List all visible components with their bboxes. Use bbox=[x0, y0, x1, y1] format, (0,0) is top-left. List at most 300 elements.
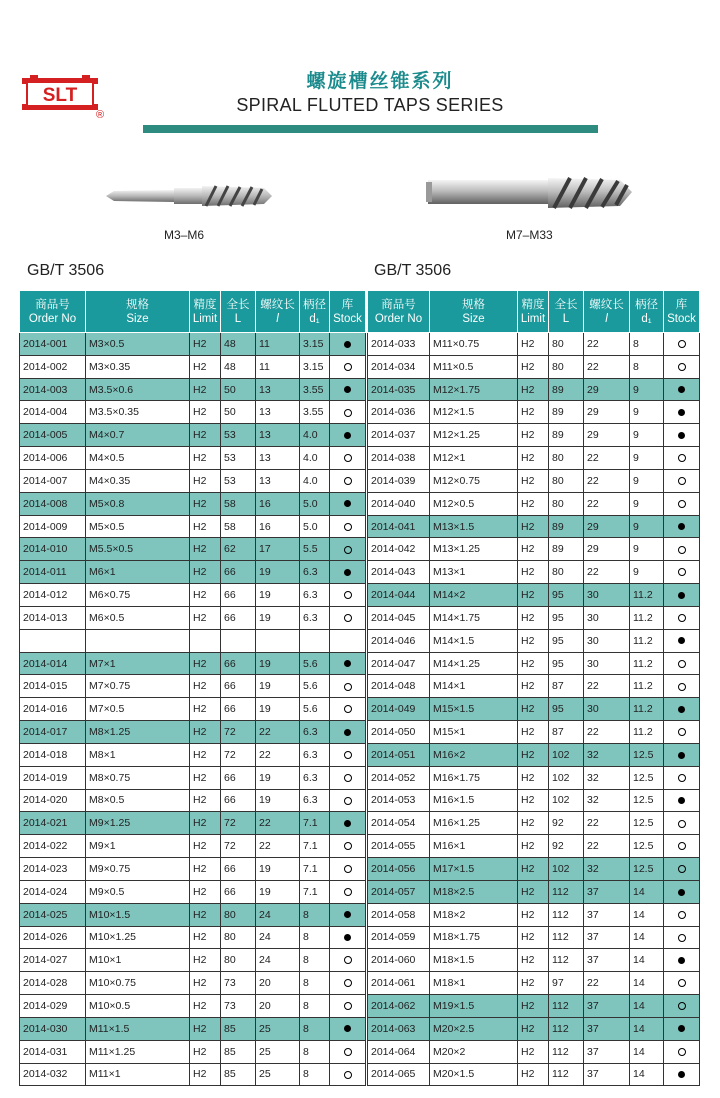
cell-thread-length: 19 bbox=[256, 675, 300, 698]
out-of-stock-circle-icon bbox=[678, 363, 686, 371]
cell-thread-length: 19 bbox=[256, 606, 300, 629]
cell-order: 2014-015 bbox=[20, 675, 86, 698]
cell-size: M12×0.5 bbox=[430, 492, 518, 515]
title-english: SPIRAL FLUTED TAPS SERIES bbox=[236, 95, 504, 115]
cell-stock bbox=[330, 880, 366, 903]
cell-shank-diameter: 14 bbox=[630, 1040, 664, 1063]
cell-limit: H2 bbox=[518, 355, 549, 378]
cell-size: M14×1.5 bbox=[430, 629, 518, 652]
cell-length: 89 bbox=[549, 515, 584, 538]
cell-order: 2014-021 bbox=[20, 812, 86, 835]
cell-shank-diameter: 7.1 bbox=[300, 812, 330, 835]
in-stock-dot-icon bbox=[678, 637, 685, 644]
col-thread-header: 螺纹长 l bbox=[256, 291, 300, 333]
cell-size: M12×1.25 bbox=[430, 424, 518, 447]
cell-stock bbox=[664, 538, 700, 561]
cell-thread-length: 37 bbox=[584, 1017, 630, 1040]
cell-thread-length: 37 bbox=[584, 995, 630, 1018]
col-thread-header: 螺纹长 l bbox=[584, 291, 630, 333]
out-of-stock-circle-icon bbox=[344, 956, 352, 964]
cell-thread-length: 37 bbox=[584, 926, 630, 949]
cell-order: 2014-040 bbox=[368, 492, 430, 515]
cell-shank-diameter: 14 bbox=[630, 903, 664, 926]
cell-thread-length: 24 bbox=[256, 903, 300, 926]
table-row bbox=[368, 903, 700, 926]
out-of-stock-circle-icon bbox=[678, 660, 686, 668]
cell-shank-diameter: 9 bbox=[630, 469, 664, 492]
cell-length: 50 bbox=[221, 378, 256, 401]
table-row bbox=[368, 584, 700, 607]
cell-thread-length: 22 bbox=[584, 835, 630, 858]
table-row bbox=[20, 972, 366, 995]
out-of-stock-circle-icon bbox=[678, 865, 686, 873]
cell-shank-diameter: 12.5 bbox=[630, 835, 664, 858]
out-of-stock-circle-icon bbox=[678, 500, 686, 508]
cell-length: 89 bbox=[549, 424, 584, 447]
cell-stock bbox=[330, 835, 366, 858]
cell-thread-length: 37 bbox=[584, 880, 630, 903]
cell-shank-diameter: 8 bbox=[300, 903, 330, 926]
cell-size: M11×1.25 bbox=[86, 1040, 190, 1063]
cell-thread-length: 22 bbox=[584, 447, 630, 470]
table-row bbox=[20, 652, 366, 675]
cell-size: M14×1.75 bbox=[430, 606, 518, 629]
cell-stock bbox=[330, 743, 366, 766]
cell-thread-length: 22 bbox=[256, 812, 300, 835]
cell-thread-length: 13 bbox=[256, 378, 300, 401]
cell-limit: H2 bbox=[190, 675, 221, 698]
cell-stock bbox=[330, 492, 366, 515]
cell-limit: H2 bbox=[518, 378, 549, 401]
out-of-stock-circle-icon bbox=[344, 979, 352, 987]
table-row bbox=[20, 606, 366, 629]
cell-limit: H2 bbox=[190, 652, 221, 675]
cell-length: 87 bbox=[549, 675, 584, 698]
cell-thread-length: 13 bbox=[256, 447, 300, 470]
cell-limit: H2 bbox=[518, 1017, 549, 1040]
cell-limit: H2 bbox=[518, 469, 549, 492]
cell-thread-length: 19 bbox=[256, 789, 300, 812]
cell-thread-length: 29 bbox=[584, 424, 630, 447]
cell-order: 2014-002 bbox=[20, 355, 86, 378]
table-row bbox=[20, 561, 366, 584]
col-limit-header: 精度 Limit bbox=[190, 291, 221, 333]
cell-size: M10×0.75 bbox=[86, 972, 190, 995]
cell-stock bbox=[664, 561, 700, 584]
out-of-stock-circle-icon bbox=[344, 797, 352, 805]
cell-order: 2014-058 bbox=[368, 903, 430, 926]
table-row bbox=[20, 675, 366, 698]
in-stock-dot-icon bbox=[678, 409, 685, 416]
cell-stock bbox=[330, 424, 366, 447]
cell-stock bbox=[664, 880, 700, 903]
cell-shank-diameter: 4.0 bbox=[300, 424, 330, 447]
col-order-header: 商品号 Order No bbox=[20, 291, 86, 333]
cell-size: M9×0.75 bbox=[86, 858, 190, 881]
cell-thread-length: 25 bbox=[256, 1040, 300, 1063]
cell-limit: H2 bbox=[518, 1040, 549, 1063]
out-of-stock-circle-icon bbox=[344, 683, 352, 691]
cell-length: 66 bbox=[221, 652, 256, 675]
cell-length: 58 bbox=[221, 515, 256, 538]
cell-thread-length: 32 bbox=[584, 766, 630, 789]
cell-size: M14×2 bbox=[430, 584, 518, 607]
registered-mark: ® bbox=[95, 109, 105, 118]
cell-shank-diameter: 8 bbox=[630, 333, 664, 356]
cell-thread-length: 32 bbox=[584, 743, 630, 766]
cell-order: 2014-041 bbox=[368, 515, 430, 538]
table-header-row bbox=[20, 291, 366, 333]
cell-stock bbox=[664, 606, 700, 629]
small-tap-caption: M3–M6 bbox=[164, 228, 205, 242]
cell-size: M16×1.75 bbox=[430, 766, 518, 789]
cell-thread-length: 30 bbox=[584, 652, 630, 675]
cell-limit: H2 bbox=[518, 1063, 549, 1086]
cell-stock bbox=[330, 995, 366, 1018]
cell-shank-diameter: 11.2 bbox=[630, 698, 664, 721]
table-row bbox=[20, 469, 366, 492]
table-row bbox=[368, 721, 700, 744]
cell-shank-diameter: 9 bbox=[630, 378, 664, 401]
in-stock-dot-icon bbox=[678, 752, 685, 759]
out-of-stock-circle-icon bbox=[678, 934, 686, 942]
cell-length bbox=[221, 629, 256, 652]
in-stock-dot-icon bbox=[344, 341, 351, 348]
table-row bbox=[20, 584, 366, 607]
cell-length: 85 bbox=[221, 1040, 256, 1063]
cell-shank-diameter: 5.6 bbox=[300, 652, 330, 675]
cell-thread-length: 13 bbox=[256, 401, 300, 424]
cell-limit: H2 bbox=[190, 561, 221, 584]
cell-stock bbox=[330, 926, 366, 949]
cell-size: M11×1 bbox=[86, 1063, 190, 1086]
left-standard-label: GB/T 3506 bbox=[27, 262, 105, 279]
cell-shank-diameter: 9 bbox=[630, 538, 664, 561]
cell-thread-length: 19 bbox=[256, 880, 300, 903]
cell-length: 66 bbox=[221, 766, 256, 789]
cell-order: 2014-055 bbox=[368, 835, 430, 858]
cell-order: 2014-056 bbox=[368, 858, 430, 881]
cell-limit: H2 bbox=[190, 469, 221, 492]
cell-size: M15×1 bbox=[430, 721, 518, 744]
right-spec-table bbox=[367, 290, 700, 1086]
cell-shank-diameter: 8 bbox=[300, 926, 330, 949]
table-row bbox=[368, 424, 700, 447]
in-stock-dot-icon bbox=[344, 660, 351, 667]
table-row bbox=[368, 972, 700, 995]
cell-size: M3.5×0.35 bbox=[86, 401, 190, 424]
cell-thread-length: 11 bbox=[256, 333, 300, 356]
cell-order: 2014-011 bbox=[20, 561, 86, 584]
cell-size: M7×0.5 bbox=[86, 698, 190, 721]
cell-length: 85 bbox=[221, 1063, 256, 1086]
cell-size: M14×1.25 bbox=[430, 652, 518, 675]
cell-limit: H2 bbox=[518, 995, 549, 1018]
cell-order: 2014-064 bbox=[368, 1040, 430, 1063]
cell-limit: H2 bbox=[190, 995, 221, 1018]
cell-stock bbox=[664, 378, 700, 401]
cell-order: 2014-037 bbox=[368, 424, 430, 447]
cell-size: M20×2 bbox=[430, 1040, 518, 1063]
cell-length: 72 bbox=[221, 835, 256, 858]
cell-thread-length: 30 bbox=[584, 584, 630, 607]
cell-length: 92 bbox=[549, 812, 584, 835]
cell-size: M8×0.5 bbox=[86, 789, 190, 812]
cell-size: M11×0.75 bbox=[430, 333, 518, 356]
cell-limit: H2 bbox=[518, 515, 549, 538]
cell-size: M4×0.7 bbox=[86, 424, 190, 447]
table-row bbox=[20, 1063, 366, 1086]
cell-limit: H2 bbox=[190, 424, 221, 447]
cell-thread-length: 32 bbox=[584, 789, 630, 812]
cell-length: 66 bbox=[221, 858, 256, 881]
cell-length: 95 bbox=[549, 606, 584, 629]
cell-stock bbox=[664, 789, 700, 812]
in-stock-dot-icon bbox=[344, 820, 351, 827]
cell-order: 2014-038 bbox=[368, 447, 430, 470]
cell-thread-length: 16 bbox=[256, 515, 300, 538]
cell-size: M5×0.8 bbox=[86, 492, 190, 515]
cell-order: 2014-050 bbox=[368, 721, 430, 744]
cell-order: 2014-025 bbox=[20, 903, 86, 926]
cell-size: M13×1.25 bbox=[430, 538, 518, 561]
cell-size: M18×1.75 bbox=[430, 926, 518, 949]
cell-shank-diameter: 5.0 bbox=[300, 515, 330, 538]
cell-thread-length: 29 bbox=[584, 401, 630, 424]
cell-length: 102 bbox=[549, 743, 584, 766]
in-stock-dot-icon bbox=[344, 911, 351, 918]
out-of-stock-circle-icon bbox=[344, 523, 352, 531]
cell-size: M16×1.25 bbox=[430, 812, 518, 835]
cell-order: 2014-048 bbox=[368, 675, 430, 698]
table-row bbox=[368, 492, 700, 515]
cell-order: 2014-042 bbox=[368, 538, 430, 561]
cell-order: 2014-047 bbox=[368, 652, 430, 675]
cell-length: 89 bbox=[549, 401, 584, 424]
cell-order: 2014-052 bbox=[368, 766, 430, 789]
cell-shank-diameter: 14 bbox=[630, 995, 664, 1018]
cell-limit: H2 bbox=[190, 766, 221, 789]
out-of-stock-circle-icon bbox=[344, 1048, 352, 1056]
cell-size: M16×2 bbox=[430, 743, 518, 766]
cell-shank-diameter: 8 bbox=[300, 1040, 330, 1063]
cell-limit: H2 bbox=[190, 1063, 221, 1086]
cell-limit: H2 bbox=[518, 652, 549, 675]
cell-stock bbox=[664, 926, 700, 949]
cell-shank-diameter: 12.5 bbox=[630, 766, 664, 789]
cell-order: 2014-032 bbox=[20, 1063, 86, 1086]
left-spec-table bbox=[19, 290, 366, 1086]
cell-stock bbox=[330, 401, 366, 424]
cell-order: 2014-033 bbox=[368, 333, 430, 356]
cell-limit: H2 bbox=[190, 515, 221, 538]
cell-limit: H2 bbox=[190, 355, 221, 378]
table-row bbox=[368, 675, 700, 698]
cell-length: 95 bbox=[549, 652, 584, 675]
table-row bbox=[368, 743, 700, 766]
table-row bbox=[20, 926, 366, 949]
cell-thread-length: 19 bbox=[256, 698, 300, 721]
cell-length: 80 bbox=[221, 949, 256, 972]
cell-limit: H2 bbox=[518, 858, 549, 881]
out-of-stock-circle-icon bbox=[344, 614, 352, 622]
cell-length: 66 bbox=[221, 880, 256, 903]
out-of-stock-circle-icon bbox=[344, 454, 352, 462]
cell-length: 66 bbox=[221, 698, 256, 721]
cell-size: M6×0.75 bbox=[86, 584, 190, 607]
cell-order: 2014-005 bbox=[20, 424, 86, 447]
cell-order: 2014-062 bbox=[368, 995, 430, 1018]
cell-shank-diameter: 7.1 bbox=[300, 858, 330, 881]
table-row bbox=[368, 858, 700, 881]
cell-shank-diameter: 8 bbox=[300, 972, 330, 995]
table-row bbox=[20, 858, 366, 881]
table-row bbox=[20, 835, 366, 858]
cell-size: M11×1.5 bbox=[86, 1017, 190, 1040]
col-order-header: 商品号 Order No bbox=[368, 291, 430, 333]
cell-stock bbox=[330, 561, 366, 584]
cell-size: M12×1.5 bbox=[430, 401, 518, 424]
table-row bbox=[20, 378, 366, 401]
cell-stock bbox=[330, 698, 366, 721]
out-of-stock-circle-icon bbox=[344, 477, 352, 485]
cell-stock bbox=[330, 812, 366, 835]
cell-length: 95 bbox=[549, 629, 584, 652]
large-tap-image bbox=[420, 172, 635, 214]
cell-length: 66 bbox=[221, 675, 256, 698]
cell-limit: H2 bbox=[190, 584, 221, 607]
cell-shank-diameter: 4.0 bbox=[300, 447, 330, 470]
cell-length: 112 bbox=[549, 926, 584, 949]
table-row bbox=[368, 926, 700, 949]
cell-thread-length: 30 bbox=[584, 606, 630, 629]
cell-size: M18×1.5 bbox=[430, 949, 518, 972]
cell-stock bbox=[330, 447, 366, 470]
cell-size: M7×0.75 bbox=[86, 675, 190, 698]
title-underline-bar bbox=[143, 125, 598, 133]
cell-order: 2014-004 bbox=[20, 401, 86, 424]
table-row bbox=[368, 447, 700, 470]
cell-stock bbox=[330, 721, 366, 744]
table-row bbox=[20, 1040, 366, 1063]
cell-limit: H2 bbox=[518, 333, 549, 356]
cell-order: 2014-031 bbox=[20, 1040, 86, 1063]
out-of-stock-circle-icon bbox=[344, 774, 352, 782]
cell-thread-length: 11 bbox=[256, 355, 300, 378]
out-of-stock-circle-icon bbox=[678, 1048, 686, 1056]
cell-limit: H2 bbox=[518, 698, 549, 721]
cell-size: M9×0.5 bbox=[86, 880, 190, 903]
cell-thread-length: 25 bbox=[256, 1017, 300, 1040]
cell-stock bbox=[664, 333, 700, 356]
cell-stock bbox=[330, 858, 366, 881]
cell-length: 85 bbox=[221, 1017, 256, 1040]
out-of-stock-circle-icon bbox=[678, 614, 686, 622]
cell-length: 102 bbox=[549, 789, 584, 812]
out-of-stock-circle-icon bbox=[344, 363, 352, 371]
cell-limit: H2 bbox=[518, 789, 549, 812]
cell-stock bbox=[664, 355, 700, 378]
table-row bbox=[368, 606, 700, 629]
cell-length: 80 bbox=[549, 333, 584, 356]
right-standard-label: GB/T 3506 bbox=[374, 262, 452, 279]
cell-size: M5.5×0.5 bbox=[86, 538, 190, 561]
cell-stock bbox=[664, 1017, 700, 1040]
cell-thread-length: 22 bbox=[584, 561, 630, 584]
cell-shank-diameter: 5.6 bbox=[300, 698, 330, 721]
in-stock-dot-icon bbox=[344, 1025, 351, 1032]
in-stock-dot-icon bbox=[678, 1025, 685, 1032]
cell-shank-diameter: 3.55 bbox=[300, 401, 330, 424]
cell-shank-diameter: 5.6 bbox=[300, 675, 330, 698]
cell-limit: H2 bbox=[518, 743, 549, 766]
cell-stock bbox=[330, 675, 366, 698]
cell-stock bbox=[664, 972, 700, 995]
cell-length: 62 bbox=[221, 538, 256, 561]
cell-shank-diameter: 7.1 bbox=[300, 835, 330, 858]
cell-length: 72 bbox=[221, 812, 256, 835]
cell-size: M18×2 bbox=[430, 903, 518, 926]
cell-length: 112 bbox=[549, 995, 584, 1018]
cell-stock bbox=[664, 447, 700, 470]
table-row bbox=[20, 698, 366, 721]
cell-size: M9×1.25 bbox=[86, 812, 190, 835]
cell-size: M8×1.25 bbox=[86, 721, 190, 744]
cell-limit: H2 bbox=[518, 721, 549, 744]
cell-length: 80 bbox=[221, 926, 256, 949]
cell-length: 95 bbox=[549, 698, 584, 721]
cell-order: 2014-007 bbox=[20, 469, 86, 492]
cell-stock bbox=[664, 584, 700, 607]
table-row bbox=[368, 401, 700, 424]
cell-thread-length: 17 bbox=[256, 538, 300, 561]
cell-shank-diameter: 3.55 bbox=[300, 378, 330, 401]
table-row bbox=[20, 492, 366, 515]
cell-order: 2014-026 bbox=[20, 926, 86, 949]
cell-size: M4×0.5 bbox=[86, 447, 190, 470]
cell-limit: H2 bbox=[190, 858, 221, 881]
cell-stock bbox=[664, 812, 700, 835]
cell-size: M4×0.35 bbox=[86, 469, 190, 492]
cell-limit: H2 bbox=[190, 903, 221, 926]
cell-shank-diameter: 6.3 bbox=[300, 584, 330, 607]
cell-limit: H2 bbox=[518, 584, 549, 607]
cell-shank-diameter: 12.5 bbox=[630, 743, 664, 766]
out-of-stock-circle-icon bbox=[678, 477, 686, 485]
cell-stock bbox=[664, 766, 700, 789]
cell-stock bbox=[664, 1063, 700, 1086]
table-row bbox=[368, 355, 700, 378]
cell-size: M20×2.5 bbox=[430, 1017, 518, 1040]
table-row bbox=[20, 880, 366, 903]
cell-length: 80 bbox=[549, 447, 584, 470]
cell-stock bbox=[330, 629, 366, 652]
table-row bbox=[368, 515, 700, 538]
in-stock-dot-icon bbox=[678, 957, 685, 964]
cell-limit: H2 bbox=[190, 721, 221, 744]
table-row bbox=[368, 538, 700, 561]
in-stock-dot-icon bbox=[678, 797, 685, 804]
table-row bbox=[20, 743, 366, 766]
cell-size: M18×2.5 bbox=[430, 880, 518, 903]
cell-stock bbox=[330, 789, 366, 812]
in-stock-dot-icon bbox=[344, 934, 351, 941]
in-stock-dot-icon bbox=[678, 592, 685, 599]
cell-thread-length bbox=[256, 629, 300, 652]
cell-thread-length: 22 bbox=[584, 469, 630, 492]
cell-order: 2014-027 bbox=[20, 949, 86, 972]
cell-size: M11×0.5 bbox=[430, 355, 518, 378]
